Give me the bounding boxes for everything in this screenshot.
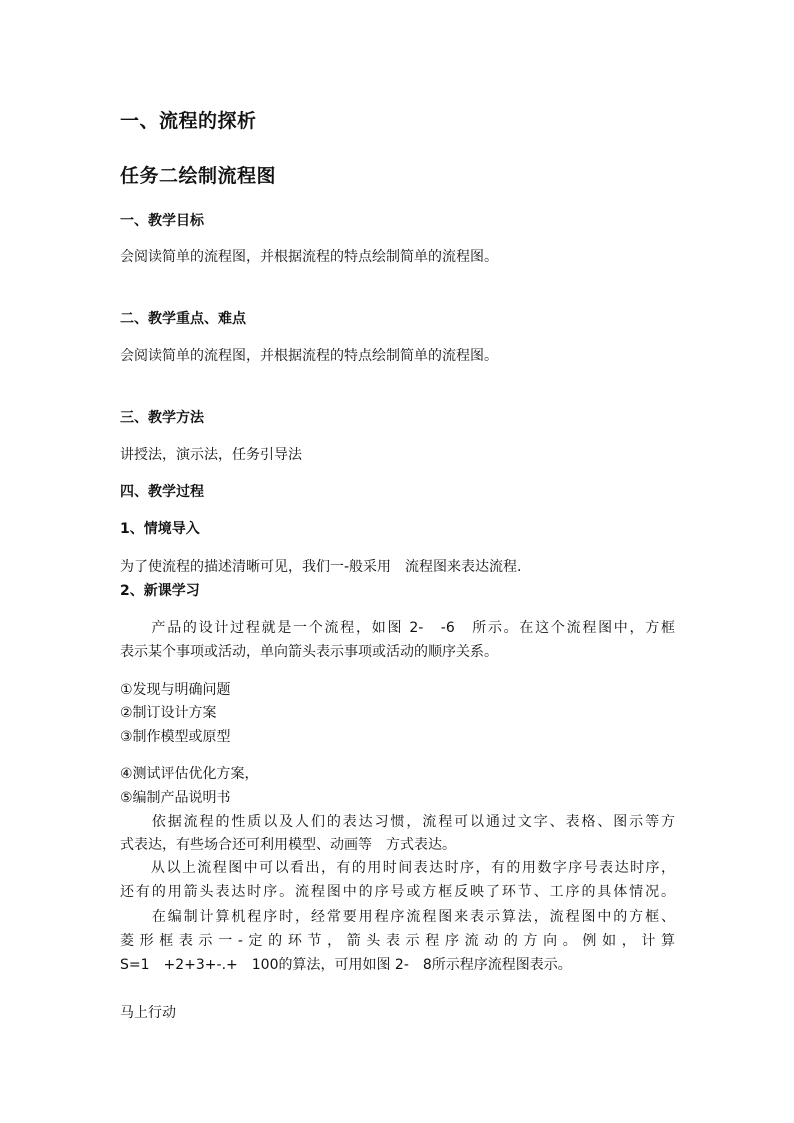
step-item-2: ②制订设计方案: [120, 705, 217, 721]
section-heading-objectives: 一、教学目标: [120, 213, 204, 229]
heading-task-two: 任务二绘制流程图: [120, 165, 277, 187]
heading-flow-analysis: 一、流程的探析: [120, 110, 257, 132]
section-heading-key-points: 二、教学重点、难点: [120, 311, 246, 327]
intro-text: 为了使流程的描述清晰可见，我们一-般采用 流程图来表达流程.: [120, 559, 522, 575]
section-heading-methods: 三、教学方法: [120, 410, 204, 426]
paragraph-line: 式表达，有些场合还可利用模型、动画等 方式表达。: [120, 837, 456, 853]
subheading-intro: 1、情境导入: [120, 521, 200, 537]
step-item-1: ①发现与明确问题: [120, 682, 231, 698]
paragraph-line: 还有的用箭头表达时序。流程图中的序号或方框反映了环节、工序的具体情况。: [120, 884, 675, 900]
paragraph-line: 依据流程的性质以及人们的表达习惯，流程可以通过文字、表格、图示等方: [120, 814, 675, 830]
paragraph-line: S=1 +2+3+-.+ 100的算法，可用如图 2- 8所示程序流程图表示。: [120, 957, 572, 973]
methods-text: 讲授法，演示法，任务引导法: [120, 447, 302, 463]
closing-text: 马上行动: [120, 1005, 176, 1021]
section-heading-process: 四、教学过程: [120, 484, 204, 500]
step-item-5: ⑤编制产品说明书: [120, 790, 231, 806]
paragraph-line: 菱形框表示一-定的环节，箭头表示程序流动的方向。例如，计算: [120, 933, 675, 949]
paragraph-line: 产品的设计过程就是一个流程，如图 2- -6 所示。在这个流程图中，方框: [120, 620, 675, 636]
objectives-text: 会阅读简单的流程图，并根据流程的特点绘制简单的流程图。: [120, 249, 498, 265]
step-item-3: ③制作模型或原型: [120, 729, 231, 745]
paragraph-line: 从以上流程图中可以看出，有的用时间表达时序，有的用数字序号表达时序，: [120, 860, 675, 876]
key-points-text: 会阅读简单的流程图，并根据流程的特点绘制简单的流程图。: [120, 348, 498, 364]
paragraph-line: 表示某个事项或活动，单向箭头表示事项或活动的顺序关系。: [120, 644, 498, 660]
step-item-4: ④测试评估优化方案，: [120, 766, 259, 782]
subheading-new-lesson: 2、新课学习: [120, 583, 200, 599]
paragraph-line: 在编制计算机程序时，经常要用程序流程图来表示算法，流程图中的方框、: [120, 909, 675, 925]
